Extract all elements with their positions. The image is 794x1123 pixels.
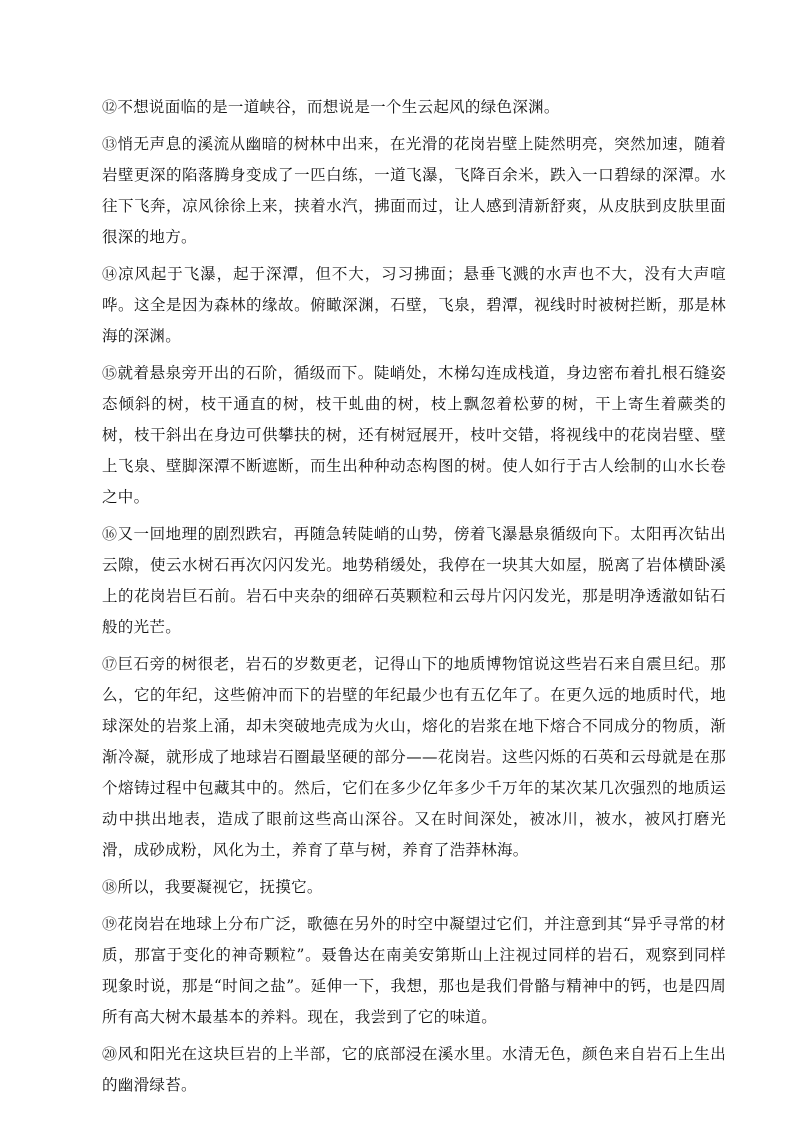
document-page bbox=[102, 92, 726, 1107]
paragraph-text: 不想说面临的是一道峡谷，而想说是一个生云起风的绿色深渊。 bbox=[117, 98, 560, 116]
paragraph-text: 就着悬泉旁开出的石阶，循级而下。陡峭处，木梯勾连成栈道，身边密布着扎根石缝姿态倾斜的树，枝干通直的树，枝干虬曲的树，枝上飘忽着松萝的树，干上寄生着蕨类的树，枝干斜出在身边可供攀扶的树，还有树冠展开，枝叶交错，将视线中的花岗岩壁、壁上飞泉、壁脚深潭不断遮断，而生出种种动态构图的树。使人如行于古人绘制的山水长卷之中。 bbox=[102, 364, 726, 506]
paragraph-number: ⑮ bbox=[102, 364, 118, 382]
paragraph-13 bbox=[102, 129, 726, 253]
paragraph-18 bbox=[102, 872, 726, 903]
paragraph-number: ⑰ bbox=[102, 655, 118, 673]
paragraph-16 bbox=[102, 519, 726, 643]
paragraph-text: 花岗岩在地球上分布广泛，歌德在另外的时空中凝望过它们，并注意到其“异乎寻常的材质，那富于变化的神奇颗粒”。聂鲁达在南美安第斯山上注视过同样的岩石，观察到同样现象时说，那是“时间之盐”。延伸一下，我想，那也是我们骨骼与精神中的钙，也是四周所有高大树木最基本的养料。现在，我尝到了它的味道。 bbox=[102, 915, 726, 1026]
paragraph-number: ⑯ bbox=[102, 525, 118, 543]
paragraph-text: 巨石旁的树很老，岩石的岁数更老，记得山下的地质博物馆说这些岩石来自震旦纪。那么，它的年纪，这些俯冲而下的岩壁的年纪最少也有五亿年了。在更久远的地质时代，地球深处的岩浆上涌，却未突破地壳成为火山，熔化的岩浆在地下熔合不同成分的物质，渐渐冷凝，就形成了地球岩石圈最坚硬的部分——花岗岩。这些闪烁的石英和云母就是在那个熔铸过程中包藏其中的。然后，它们在多少亿年多少千万年的某次某几次强烈的地质运动中拱出地表，造成了眼前这些高山深谷。又在时间深处，被冰川，被水，被风打磨光滑，成砂成粉，风化为土，养育了草与树，养育了浩莽林海。 bbox=[102, 655, 726, 859]
paragraph-19 bbox=[102, 909, 726, 1033]
paragraph-text: 风和阳光在这块巨岩的上半部，它的底部浸在溪水里。水清无色，颜色来自岩石上生出的幽滑绿苔。 bbox=[102, 1045, 726, 1094]
paragraph-number: ⑫ bbox=[102, 98, 118, 116]
paragraph-number: ⑱ bbox=[102, 878, 118, 896]
paragraph-number: ⑬ bbox=[102, 135, 118, 153]
paragraph-text: 凉风起于飞瀑，起于深潭，但不大，习习拂面；悬垂飞溅的水声也不大，没有大声喧哗。这全是因为森林的缘故。俯瞰深渊，石壁，飞泉，碧潭，视线时时被树拦断，那是林海的深渊。 bbox=[102, 265, 726, 345]
paragraph-number: ⑭ bbox=[102, 265, 118, 283]
paragraph-15 bbox=[102, 358, 726, 513]
paragraph-20 bbox=[102, 1039, 726, 1101]
paragraph-number: ⑲ bbox=[102, 915, 118, 933]
paragraph-number: ⑳ bbox=[102, 1045, 118, 1063]
paragraph-text: 悄无声息的溪流从幽暗的树林中出来，在光滑的花岗岩壁上陡然明亮，突然加速，随着岩壁更深的陷落腾身变成了一匹白练，一道飞瀑，飞降百余米，跌入一口碧绿的深潭。水往下飞奔，凉风徐徐上来，挟着水汽，拂面而过，让人感到清新舒爽，从皮肤到皮肤里面很深的地方。 bbox=[102, 135, 726, 246]
paragraph-14 bbox=[102, 259, 726, 352]
paragraph-text: 所以，我要凝视它，抚摸它。 bbox=[117, 878, 323, 896]
paragraph-12 bbox=[102, 92, 726, 123]
paragraph-text: 又一回地理的剧烈跌宕，再随急转陡峭的山势，傍着飞瀑悬泉循级向下。太阳再次钻出云隙，使云水树石再次闪闪发光。地势稍缓处，我停在一块其大如屋，脱离了岩体横卧溪上的花岗岩巨石前。岩石中夹杂的细碎石英颗粒和云母片闪闪发光，那是明净透澈如钻石般的光芒。 bbox=[102, 525, 726, 636]
paragraph-17 bbox=[102, 649, 726, 866]
